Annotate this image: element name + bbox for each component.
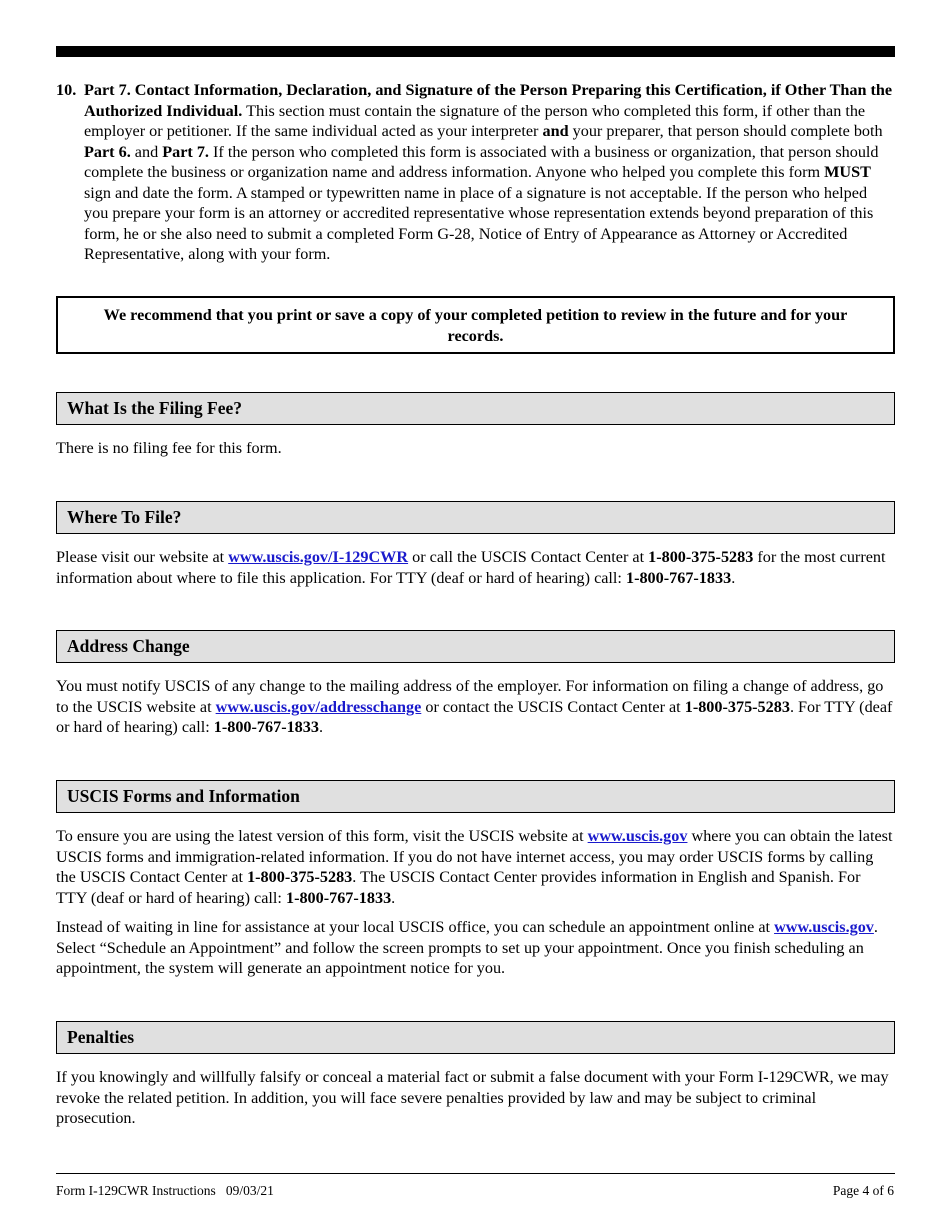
- address-change-text: [56, 676, 895, 738]
- where-to-file-text: [56, 547, 895, 588]
- text-part: Please visit our website at: [56, 548, 229, 566]
- item-10-bold: Part 6.: [84, 142, 131, 161]
- text-part: . The USCIS Contact Center provides information in English and Spanish. For TTY (deaf or hard of hearing) call:: [56, 868, 861, 907]
- contact-center-phone: 1-800-375-5283: [684, 697, 790, 716]
- text-part: for the most current information about where to file this application. For TTY (deaf or hard of hearing) call:: [56, 548, 886, 587]
- text-part: .: [318, 718, 324, 736]
- item-10-heading: Part 7. Contact Information, Declaration, and Signature of the Person Preparing this Certification, if Other Than the Authorized Individual.: [84, 81, 893, 120]
- footer-page-number: Page 4 of 6: [832, 1183, 894, 1198]
- item-10: [56, 80, 895, 265]
- footer-form-id: Form I-129CWR Instructions 09/03/21: [56, 1183, 274, 1198]
- i129cwr-link[interactable]: www.uscis.gov/I-129CWR: [228, 548, 409, 566]
- text-part: . Select “Schedule an Appointment” and follow the screen prompts to set up your appointment. Once you finish scheduling an appointment, the system will generate an appointment notice for you.: [56, 918, 878, 977]
- item-number: 10.: [56, 81, 77, 99]
- text-part: .: [731, 568, 736, 587]
- text-part: You must notify USCIS of any change to the mailing address of the employer. For information on filing a change of address, go to the USCIS website at: [56, 677, 884, 716]
- forms-info-paragraph-2: [56, 917, 895, 979]
- text-part: .: [391, 888, 396, 907]
- item-10-bold: and: [542, 122, 569, 140]
- uscis-link[interactable]: www.uscis.gov: [587, 827, 688, 845]
- uscis-link[interactable]: www.uscis.gov: [774, 918, 874, 936]
- text-part: Instead of waiting in line for assistance at your local USCIS office, you can schedule an appointment online at: [56, 918, 775, 936]
- contact-center-phone: 1-800-375-5283: [648, 548, 754, 566]
- text-part: or contact the USCIS Contact Center at: [421, 697, 685, 716]
- header-rule: [56, 46, 895, 57]
- addresschange-link[interactable]: www.uscis.gov/addresschange: [215, 697, 422, 716]
- item-10-text: [84, 80, 895, 265]
- tty-phone: 1-800-767-1833: [285, 888, 392, 907]
- penalties-heading: Penalties: [56, 1021, 895, 1054]
- footer-rule: [56, 1173, 895, 1174]
- filing-fee-text: There is no filing fee for this form.: [56, 439, 282, 457]
- text-part: To ensure you are using the latest version of this form, visit the USCIS website at: [56, 827, 588, 845]
- where-to-file-heading: Where To File?: [56, 501, 895, 534]
- item-10-text-part: your preparer, that person should complete both: [568, 122, 883, 140]
- item-10-text-part: If the person who completed this form is associated with a business or organization, that person should complete the business or organization name and address information. Anyone who helped you complete this form: [84, 142, 879, 181]
- text-part: or call the USCIS Contact Center at: [408, 548, 649, 566]
- text-part: . For TTY (deaf or hard of hearing) call:: [56, 697, 893, 736]
- item-10-text-part: sign and date the form. A stamped or typewritten name in place of a signature is not acceptable. If the person who helped you prepare your form is an attorney or accredited representative whose representation extends beyond preparation of this form, he or she also need to submit a completed Form G-28, Notice of Entry of Appearance as Attorney or Accredited Representative, along with your form.: [84, 183, 874, 263]
- item-10-text-part: and: [130, 142, 163, 161]
- forms-info-paragraph-1: [56, 826, 895, 908]
- filing-fee-heading: What Is the Filing Fee?: [56, 392, 895, 425]
- forms-info-heading: USCIS Forms and Information: [56, 780, 895, 813]
- address-change-heading: Address Change: [56, 630, 895, 663]
- item-10-bold: Part 7.: [162, 142, 209, 161]
- tty-phone: 1-800-767-1833: [625, 568, 732, 587]
- item-10-bold: MUST: [824, 163, 871, 181]
- item-10-text-part: This section must contain the signature of the person who completed this form, if other than the employer or petitioner. If the same individual acted as your interpreter: [84, 101, 866, 140]
- penalties-text: If you knowingly and willfully falsify or conceal a material fact or submit a false document with your Form I-129CWR, we may revoke the related petition. In addition, you will face severe penalties provided by law and may be subject to criminal prosecution.: [56, 1068, 889, 1127]
- contact-center-phone: 1-800-375-5283: [247, 868, 353, 886]
- text-part: where you can obtain the latest USCIS forms and immigration-related information. If you do not have internet access, you may order USCIS forms by calling the USCIS Contact Center at: [56, 827, 893, 886]
- tty-phone: 1-800-767-1833: [213, 718, 319, 736]
- recommendation-notice: We recommend that you print or save a copy of your completed petition to review in the future and for your records.: [56, 296, 895, 354]
